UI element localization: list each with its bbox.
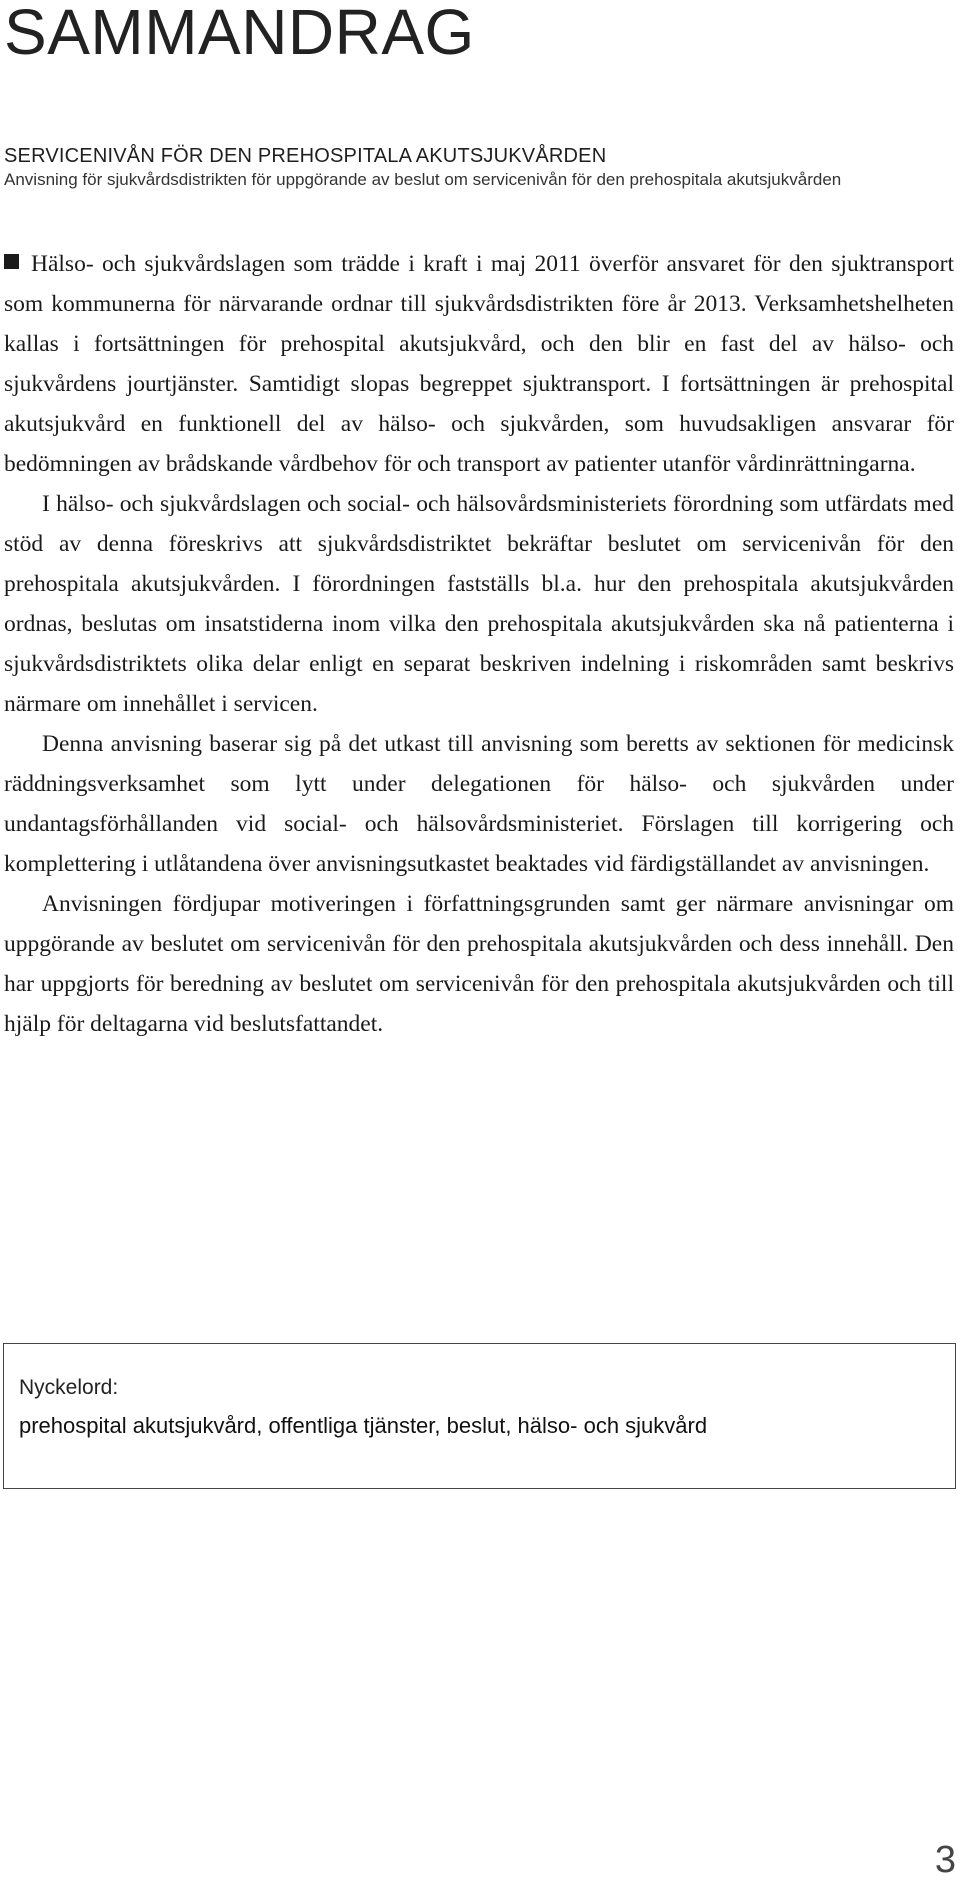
section-header xyxy=(4,144,944,192)
square-bullet-icon xyxy=(4,254,19,269)
paragraph-1-text: Hälso- och sjukvårdslagen som trädde i kraft i maj 2011 överför ansvaret för den sjuktransport som kommunerna för närvarande ordnar till sjukvårdsdistrikten före år 2013. Verksamhetshelheten kallas i fortsättningen för prehospital akutsjukvård, och den blir en fast del av hälso- och sjukvårdens jourtjänster. Samtidigt slopas begreppet sjuktransport. I fortsättningen är prehospital akutsjukvård en funktionell del av hälso- och sjukvården, som huvudsakligen ansvarar för bedömningen av brådskande vårdbehov för och transport av patienter utanför vårdinrättningarna. xyxy=(4,251,954,477)
keywords-label: Nyckelord: xyxy=(19,1376,119,1399)
page-title: SAMMANDRAG xyxy=(4,0,475,68)
keywords-text: prehospital akutsjukvård, offentliga tjänster, beslut, hälso- och sjukvård xyxy=(19,1413,708,1438)
section-description: Anvisning för sjukvårdsdistrikten för uppgörande av beslut om servicenivån för den prehospitala akutsjukvården xyxy=(4,170,842,189)
keywords-box xyxy=(3,1343,956,1489)
body-text xyxy=(4,244,954,1044)
paragraph-3: Denna anvisning baserar sig på det utkast till anvisning som beretts av sektionen för medicinsk räddningsverksamhet som lytt under delegationen för hälso- och sjukvården under undantagsförhållanden vid social- och hälsovårdsministeriet. Förslagen till korrigering och komplettering i utlåtandena över anvisningsutkastet beaktades vid färdigställandet av anvisningen. xyxy=(4,731,954,877)
section-title: SERVICENIVÅN FÖR DEN PREHOSPITALA AKUTSJUKVÅRDEN xyxy=(4,145,607,167)
page-number: 3 xyxy=(934,1839,956,1881)
paragraph-2: I hälso- och sjukvårdslagen och social- och hälsovårdsministeriets förordning som utfärdats med stöd av denna föreskrivs att sjukvårdsdistriktet bekräftar beslutet om servicenivån för den prehospitala akutsjukvården. I förordningen fastställs bl.a. hur den prehospitala akutsjukvården ordnas, beslutas om insatstiderna inom vilka den prehospitala akutsjukvården ska nå patienterna i sjukvårdsdistriktets olika delar enligt en separat beskriven indelning i riskområden samt beskrivs närmare om innehållet i servicen. xyxy=(4,491,954,717)
paragraph-4: Anvisningen fördjupar motiveringen i författningsgrunden samt ger närmare anvisningar om uppgörande av beslutet om servicenivån för den prehospitala akutsjukvården och dess innehåll. Den har uppgjorts för beredning av beslutet om servicenivån för den prehospitala akutsjukvården och till hjälp för deltagarna vid beslutsfattandet. xyxy=(4,891,954,1037)
paragraph-1 xyxy=(4,244,954,484)
